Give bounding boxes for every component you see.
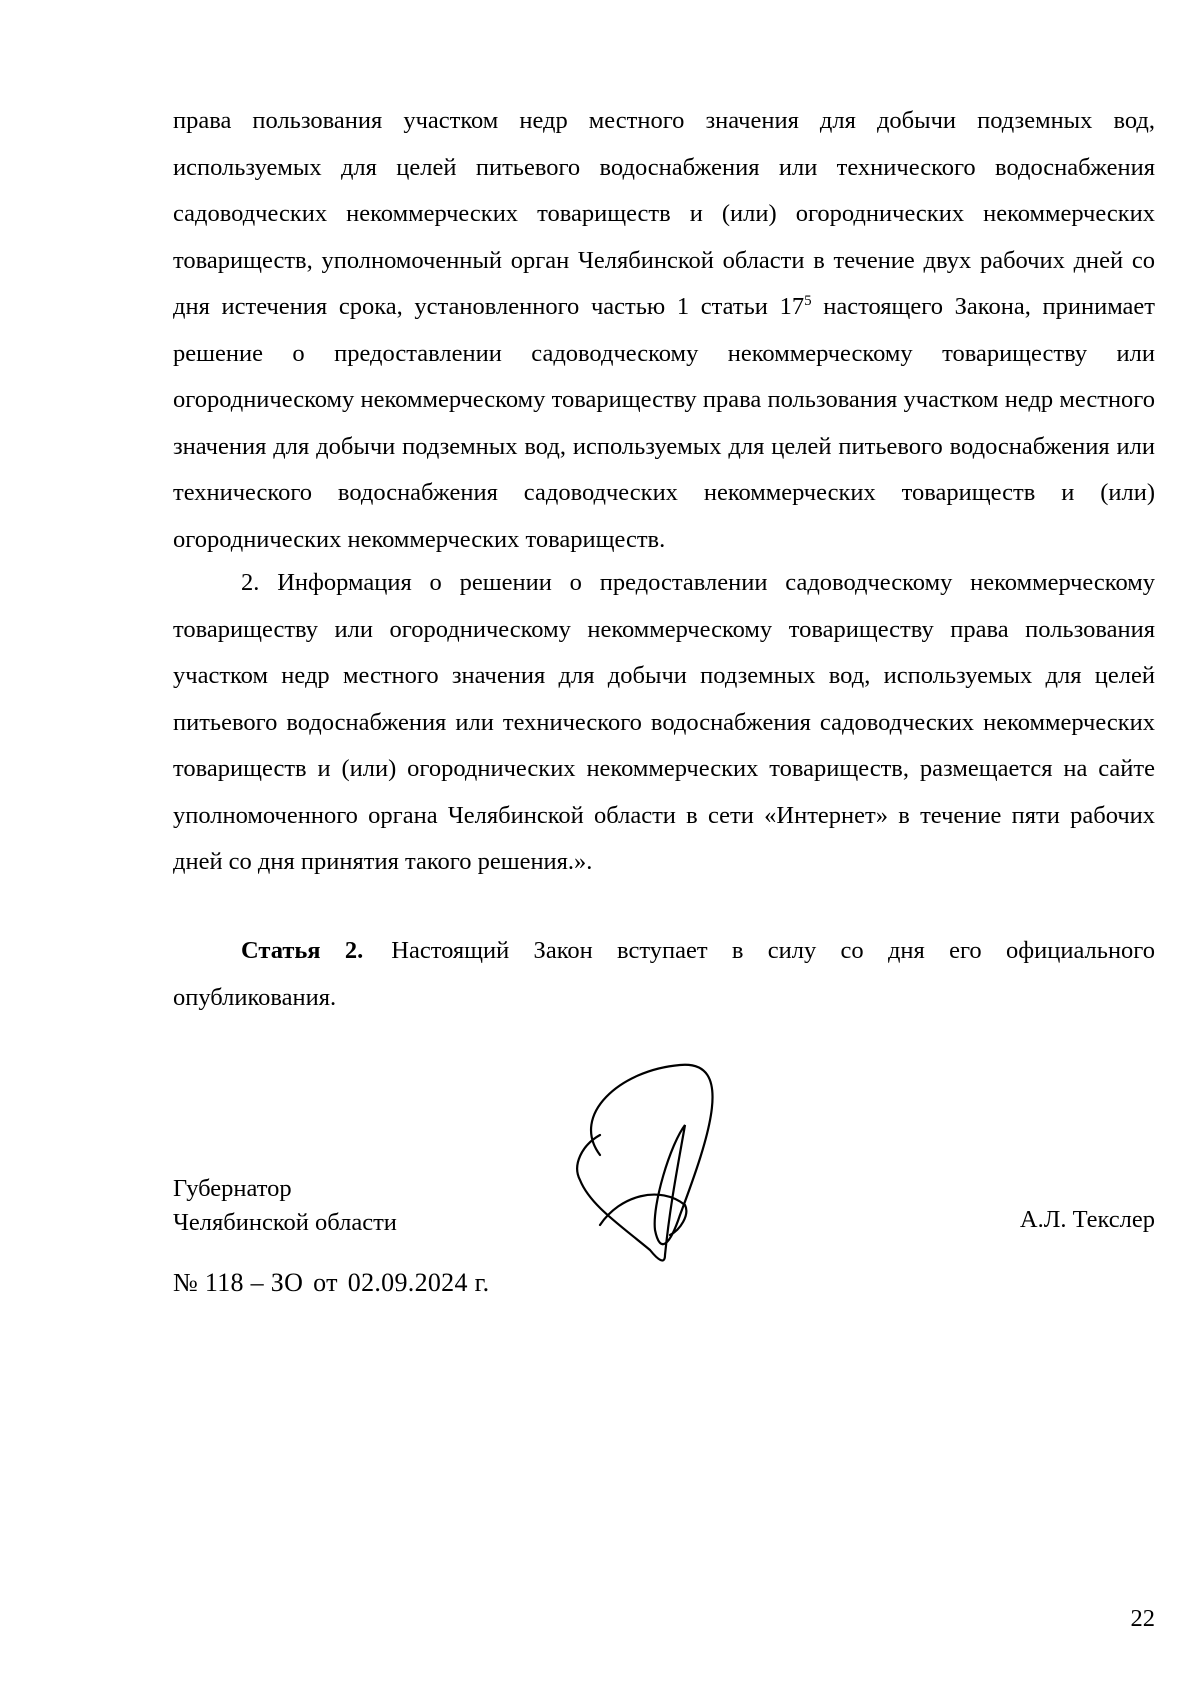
law-number-line — [173, 1266, 489, 1300]
paragraph-1-text: права пользования участком недр местного значения для добычи подземных вод, используемых для целей питьевого водоснабжения или технического водоснабжения садоводческих некоммерческих товариществ и (или) огороднических некоммерческих товариществ, уполномоченный орган Челябинской области в течение двух рабочих дней со дня истечения срока, установленного частью 1 статьи 17 — [173, 107, 1155, 320]
article-2-text: Настоящий Закон вступает в силу со дня его официального опубликования. — [173, 937, 1155, 1011]
superscript-5: 5 — [804, 292, 812, 309]
article-2-label: Статья 2. — [241, 937, 364, 964]
paragraph-1-end: настоящего Закона, принимает решение о предоставлении садоводческому некоммерческому товариществу или огородническому некоммерческому товариществу права пользования участком недр местного значения для добычи подземных вод, используемых для целей питьевого водоснабжения или технического водоснабжения садоводческих некоммерческих товариществ и (или) огороднических некоммерческих товариществ. — [173, 293, 1155, 553]
signer-position-line-2: Челябинской области — [173, 1209, 397, 1236]
signer-position-line-1: Губернатор — [173, 1175, 292, 1202]
article-2 — [173, 928, 1155, 1021]
law-number-from: от — [313, 1268, 338, 1297]
page-number: 22 — [1130, 1605, 1155, 1632]
paragraph-1 — [173, 98, 1155, 563]
law-number: № 118 – ЗО — [173, 1268, 304, 1297]
signer-name: А.Л. Текслер — [1019, 1206, 1155, 1233]
handwritten-signature — [560, 1055, 760, 1275]
law-date: 02.09.2024 г. — [347, 1268, 490, 1297]
signer-position — [173, 1172, 397, 1240]
paragraph-2: 2. Информация о решении о предоставлении садоводческому некоммерческому товариществу или огородническому некоммерческому товариществу права пользования участком недр местного значения для добычи подземных вод, используемых для целей питьевого водоснабжения или технического водоснабжения садоводческих некоммерческих товариществ и (или) огороднических некоммерческих товариществ, размещается на сайте уполномоченного органа Челябинской области в сети «Интернет» в течение пяти рабочих дней со дня принятия такого решения.». — [173, 569, 1155, 875]
